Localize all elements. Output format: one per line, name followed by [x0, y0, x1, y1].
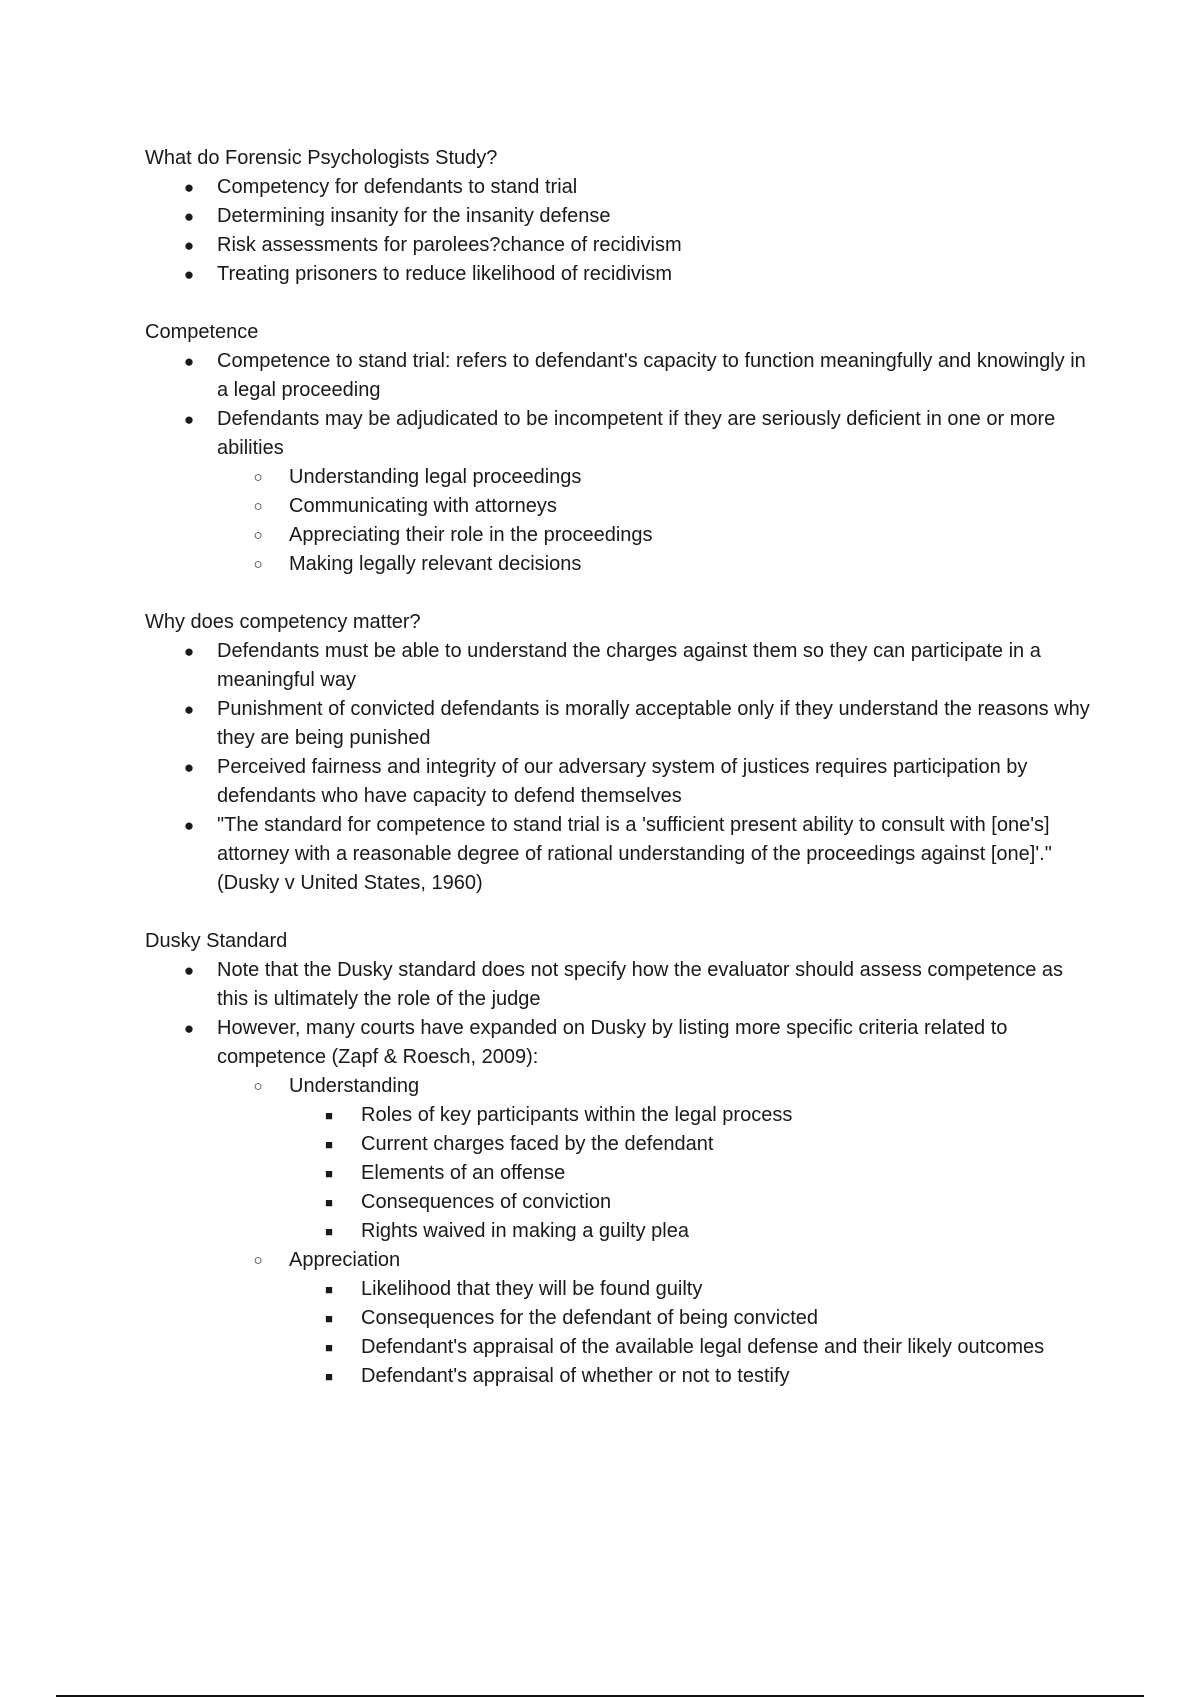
section-why-competency [145, 608, 1095, 898]
bullet-circle-icon: ○ [253, 556, 263, 573]
list-item: ● Determining insanity for the insanity defense [145, 202, 1095, 231]
list-item: ● However, many courts have expanded on Dusky by listing more specific criteria related to competence (Zapf & Roesch, 2009): ○ Understanding ■ Roles of key participants within the legal process ■ Current charges faced by the defendant ■ Elements of an offense ■ Consequences of conviction ■ Rights waived in making a guilty plea ○ Appreciation ■ Likelihood that they will be found guilty ■ Consequences for the defendant of being convicted ■ Defendant's appraisal of the available legal defense and their likely outcomes ■ Defendant's appraisal of whether or not to testify [145, 1014, 1095, 1391]
list-item: ■ Defendant's appraisal of whether or not to testify [289, 1362, 1095, 1391]
list-item: ● Competence to stand trial: refers to defendant's capacity to function meaningfully and knowingly in a legal proceeding [145, 347, 1095, 405]
section-heading: Competence [145, 321, 259, 343]
bullet-disc-icon: ● [183, 816, 195, 835]
list-item: ○ Making legally relevant decisions [217, 550, 1095, 579]
bullet-disc-icon: ● [183, 410, 195, 429]
section-heading: What do Forensic Psychologists Study? [145, 147, 498, 169]
bullet-circle-icon: ○ [253, 527, 263, 544]
bullet-square-icon: ■ [325, 1166, 333, 1181]
bullet-disc-icon: ● [183, 265, 195, 284]
bullet-circle-icon: ○ [253, 498, 263, 515]
list-item: ● "The standard for competence to stand trial is a 'sufficient present ability to consult with [one's] attorney with a reasonable degree of rational understanding of the proceedings against [one]'." (Dusky v United States, 1960) [145, 811, 1095, 898]
sub-sub-bullet-list [289, 1101, 1095, 1246]
sub-bullet-list [217, 1072, 1095, 1391]
list-item: ○ Appreciating their role in the proceedings [217, 521, 1095, 550]
bullet-list [145, 956, 1095, 1391]
page-bottom-rule [56, 1695, 1144, 1697]
bullet-disc-icon: ● [183, 178, 195, 197]
bullet-square-icon: ■ [325, 1282, 333, 1297]
list-item: ○ Appreciation ■ Likelihood that they will be found guilty ■ Consequences for the defendant of being convicted ■ Defendant's appraisal of the available legal defense and their likely outcomes ■ Defendant's appraisal of whether or not to testify [217, 1246, 1095, 1391]
bullet-disc-icon: ● [183, 207, 195, 226]
bullet-list [145, 347, 1095, 579]
document-page [145, 144, 1095, 1420]
bullet-list [145, 173, 1095, 289]
list-item: ■ Consequences of conviction [289, 1188, 1095, 1217]
list-item: ● Punishment of convicted defendants is morally acceptable only if they understand the reasons why they are being punished [145, 695, 1095, 753]
sub-bullet-list [217, 463, 1095, 579]
bullet-disc-icon: ● [183, 758, 195, 777]
bullet-disc-icon: ● [183, 352, 195, 371]
bullet-square-icon: ■ [325, 1311, 333, 1326]
bullet-square-icon: ■ [325, 1340, 333, 1355]
list-item: ■ Roles of key participants within the legal process [289, 1101, 1095, 1130]
list-item: ● Competency for defendants to stand trial [145, 173, 1095, 202]
list-item: ○ Understanding legal proceedings [217, 463, 1095, 492]
list-item: ■ Defendant's appraisal of the available legal defense and their likely outcomes [289, 1333, 1095, 1362]
sub-sub-bullet-list [289, 1275, 1095, 1391]
list-item: ● Note that the Dusky standard does not specify how the evaluator should assess competence as this is ultimately the role of the judge [145, 956, 1095, 1014]
section-forensic-study [145, 144, 1095, 289]
list-item: ■ Rights waived in making a guilty plea [289, 1217, 1095, 1246]
bullet-square-icon: ■ [325, 1369, 333, 1384]
section-competence [145, 318, 1095, 579]
list-item: ○ Understanding ■ Roles of key participants within the legal process ■ Current charges faced by the defendant ■ Elements of an offense ■ Consequences of conviction ■ Rights waived in making a guilty plea [217, 1072, 1095, 1246]
bullet-list [145, 637, 1095, 898]
bullet-circle-icon: ○ [253, 469, 263, 486]
list-item: ○ Communicating with attorneys [217, 492, 1095, 521]
bullet-square-icon: ■ [325, 1224, 333, 1239]
list-item: ■ Consequences for the defendant of being convicted [289, 1304, 1095, 1333]
bullet-disc-icon: ● [183, 236, 195, 255]
section-heading: Dusky Standard [145, 930, 288, 952]
list-item: ● Defendants must be able to understand the charges against them so they can participate in a meaningful way [145, 637, 1095, 695]
section-dusky-standard [145, 927, 1095, 1391]
bullet-circle-icon: ○ [253, 1252, 263, 1269]
list-item: ● Treating prisoners to reduce likelihood of recidivism [145, 260, 1095, 289]
bullet-square-icon: ■ [325, 1108, 333, 1123]
bullet-square-icon: ■ [325, 1137, 333, 1152]
bullet-square-icon: ■ [325, 1195, 333, 1210]
list-item: ■ Elements of an offense [289, 1159, 1095, 1188]
list-item: ● Defendants may be adjudicated to be incompetent if they are seriously deficient in one or more abilities ○ Understanding legal proceedings ○ Communicating with attorneys ○ Appreciating their role in the proceedings ○ Making legally relevant decisions [145, 405, 1095, 579]
bullet-circle-icon: ○ [253, 1078, 263, 1095]
bullet-disc-icon: ● [183, 642, 195, 661]
list-item: ■ Likelihood that they will be found guilty [289, 1275, 1095, 1304]
list-item: ● Risk assessments for parolees?chance of recidivism [145, 231, 1095, 260]
bullet-disc-icon: ● [183, 1019, 195, 1038]
bullet-disc-icon: ● [183, 700, 195, 719]
section-heading: Why does competency matter? [145, 611, 421, 633]
list-item: ● Perceived fairness and integrity of our adversary system of justices requires participation by defendants who have capacity to defend themselves [145, 753, 1095, 811]
bullet-disc-icon: ● [183, 961, 195, 980]
list-item: ■ Current charges faced by the defendant [289, 1130, 1095, 1159]
